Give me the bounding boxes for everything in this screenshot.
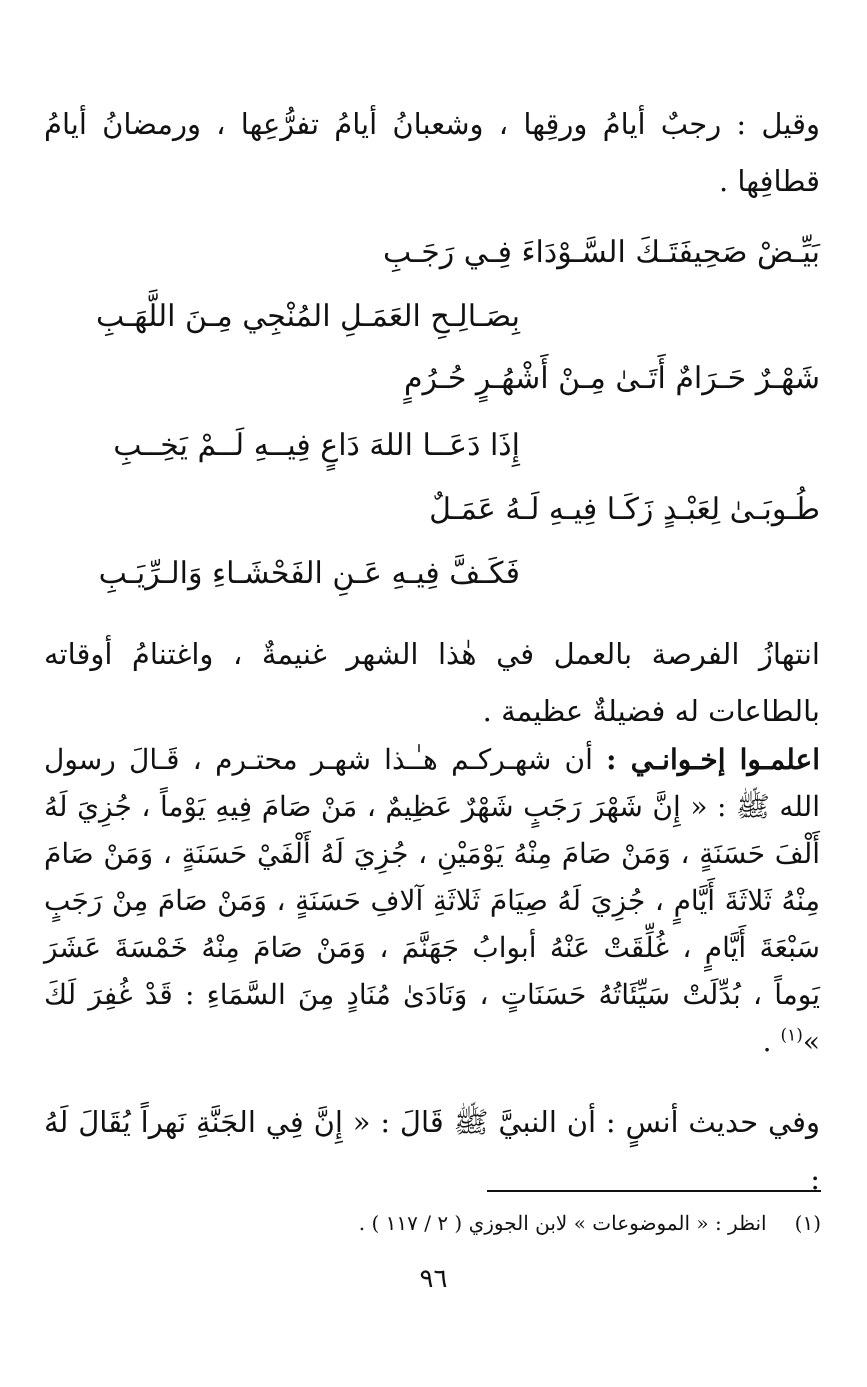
paragraph-rajab-saying: وقيل : رجبٌ أيامُ ورقِها ، وشعبانُ أيامُ تفرُّعِها ، ورمضانُ أيامُ قطافِها . [44,107,820,198]
poem-line-3: شَهْـرٌ حَـرَامٌ أَتَـىٰ مِـنْ أَشْهُـرٍ حُـرُمٍ [403,361,820,396]
poem-line-1: بَيِّـضْ صَحِيفَتَـكَ السَّـوْدَاءَ فِـي رَجَـبِ [382,235,820,270]
poem-line-4: إِذَا دَعَــا اللهَ دَاعٍ فِيــهِ لَــمْ يَخِــبِ [113,428,520,463]
footnote-reference[interactable]: (١) [780,1025,803,1046]
paragraph-anas: وفي حديث أنسٍ : أن النبيَّ ﷺ قَالَ : « إِنَّ فِي الجَنَّةِ نَهراً يُقَالَ لَهُ : [44,1105,820,1196]
hadith-end: . [762,1025,781,1058]
paragraph-hadith [44,736,820,1065]
footnote-divider [487,1190,821,1192]
paragraph-opportunity: انتهازُ الفرصة بالعمل في هٰذا الشهر غنيمةٌ ، واغتنامُ أوقاته بالطاعات له فضيلةٌ عظيمة . [44,637,820,728]
hadith-lead: اعلمـوا إخـوانـي : [606,743,821,776]
page-number: ٩٦ [419,1264,448,1294]
hadith-body: أن شهـركـم هـٰـذا شهـر محتـرم ، قَـالَ رسول الله ﷺ : « إِنَّ شَهْرَ رَجَبٍ شَهْرٌ عَظِيمٌ ، مَنْ صَامَ فِيهِ يَوْماً ، جُزِيَ لَهُ أَلْفَ حَسَنَةٍ ، وَمَنْ صَامَ مِنْهُ يَوْمَيْنِ ، جُزِيَ لَهُ أَلْفَيْ حَسَنَةٍ ، وَمَنْ صَامَ مِنْهُ ثَلاثَةَ أَيَّامٍ ، جُزِيَ لَهُ صِيَامَ ثَلاثَةِ آلافِ حَسَنَةٍ ، وَمَنْ صَامَ مِنْ رَجَبٍ سَبْعَةَ أَيَّامٍ ، غُلِّقَتْ عَنْهُ أبوابُ جَهَنَّمَ ، وَمَنْ صَامَ مِنْهُ خَمْسَةَ عَشَرَ يَوماً ، بُدِّلَتْ سَيِّئَاتُهُ حَسَنَاتٍ ، وَنَادَىٰ مُنَادٍ مِنَ السَّمَاءِ : قَدْ غُفِرَ لَكَ » [44,743,820,1058]
poem-line-2: بِصَـالِـحِ العَمَـلِ المُنْجِي مِـنَ اللَّهَـبِ [96,299,520,334]
poem-line-5: طُـوبَـىٰ لِعَبْـدٍ زَكَـا فِيـهِ لَـهُ عَمَـلٌ [429,492,820,527]
footnote-text: انظر : « الموضوعات » لابن الجوزي ( ٢ / ١١٧ ) . [358,1211,767,1235]
footnote-number: (١) [794,1211,821,1235]
footnote [61,1206,821,1240]
poem-line-6: فَكَـفَّ فِيـهِ عَـنِ الفَحْشَـاءِ وَالـرِّيَـبِ [98,556,520,591]
